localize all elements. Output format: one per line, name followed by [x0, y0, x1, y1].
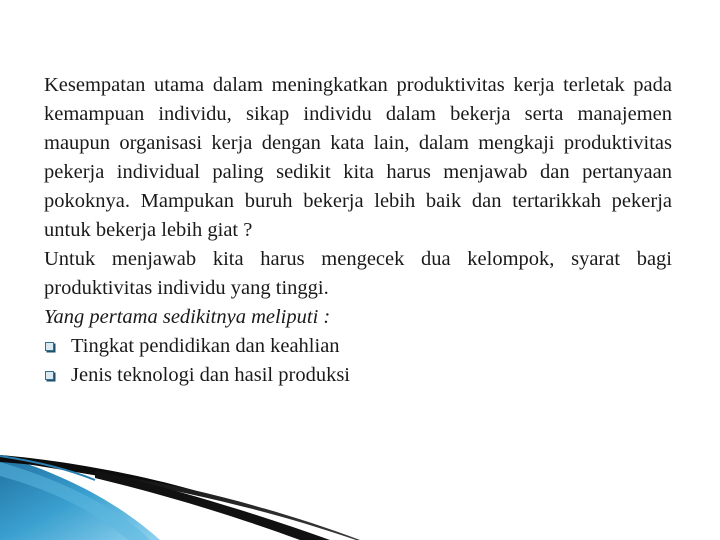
paragraph-2: Untuk menjawab kita harus mengecek dua kelompok, syarat bagi produktivitas individu yang tinggi.: [44, 248, 672, 299]
list-item-text: Jenis teknologi dan hasil produksi: [71, 364, 351, 386]
list-item: [44, 332, 672, 361]
bullet-list: [44, 332, 672, 390]
checkbox-bullet-icon: [45, 342, 54, 351]
list-item: [44, 361, 672, 390]
checkbox-bullet-icon: [45, 371, 54, 380]
text-content: [44, 71, 672, 390]
list-heading: Yang pertama sedikitnya meliputi :: [44, 306, 331, 328]
list-item-text: Tingkat pendidikan dan keahlian: [71, 335, 340, 357]
paragraph-1: Kesempatan utama dalam meningkatkan produktivitas kerja terletak pada kemampuan individu, sikap individu dalam bekerja serta manajemen maupun organisasi kerja dengan kata lain, dalam mengkaji produktivitas pekerja individual paling sedikit kita harus menjawab dan pertanyaan pokoknya. Mampukan buruh bekerja lebih baik dan tertarikkah pekerja untuk bekerja lebih giat ?: [44, 74, 672, 241]
